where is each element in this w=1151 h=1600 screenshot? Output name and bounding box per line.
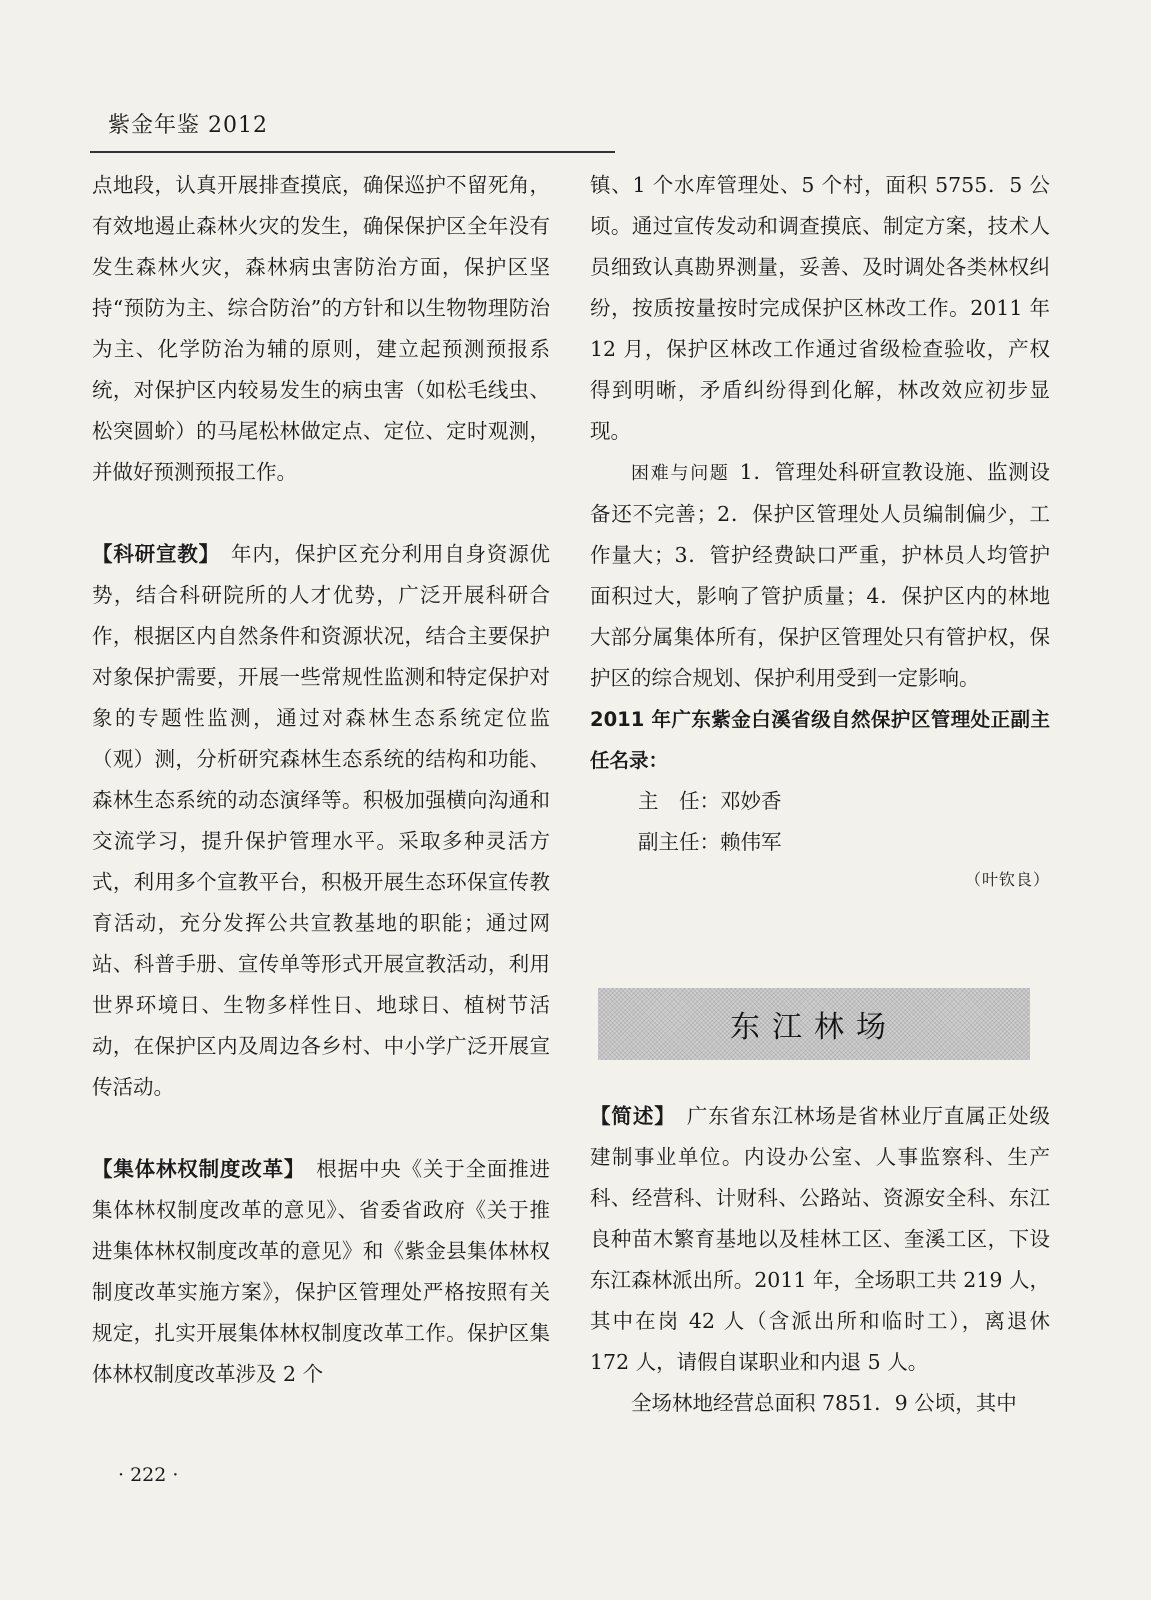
reform-section-text: 根据中央《关于全面推进集体林权制度改革的意见》、省委省政府《关于推进集体林权制度改革的意见》和《紫金县集体林权制度改革实施方案》，保护区管理处严格按照有关规定，扎实开展集体林权制度改革工作。保护区集体林权制度改革涉及 2 个 <box>92 1157 551 1386</box>
summary-section <box>590 1096 1050 1383</box>
summary-section-title: 【简述】 <box>590 1104 666 1128</box>
reform-section <box>92 1149 550 1395</box>
deputy-director-line: 副主任：赖伟军 <box>638 830 782 854</box>
research-section-title: 【科研宣教】 <box>92 542 210 566</box>
section-gap <box>92 493 550 534</box>
section-banner <box>598 988 1030 1060</box>
summary-section-text: 广东省东江林场是省林业厅直属正处级建制事业单位。内设办公室、人事监察科、生产科、经营科、计财科、公路站、资源安全科、东江良种苗木繁育基地以及桂林工区、奎溪工区，下设东江森林派出所。2011 年，全场职工共 219 人，其中在岗 42 人（含派出所和临时工），离退休 172 人，请假自谋职业和内退 5 人。 <box>590 1104 1051 1374</box>
page-number: · 222 · <box>118 1464 179 1486</box>
research-section-text: 年内，保护区充分利用自身资源优势，结合科研院所的人才优势，广泛开展科研合作，根据区内自然条件和资源状况，结合主要保护对象保护需要，开展一些常规性监测和特定保护对象的专题性监测，通过对森林生态系统定位监（观）测，分析研究森林生态系统的结构和功能、森林生态系统的动态演绎等。积极加强横向沟通和交流学习，提升保护管理水平。采取多种灵活方式，利用多个宣教平台，积极开展生态环保宣传教育活动，充分发挥公共宣教基地的职能；通过网站、科普手册、宣传单等形式开展宣教活动，利用世界环境日、生物多样性日、地球日、植树节活动，在保护区内及周边各乡村、中小学广泛开展宣传活动。 <box>92 542 551 1099</box>
forest-reform-continued-paragraph: 镇、1 个水库管理处、5 个村，面积 5755．5 公顷。通过宣传发动和调查摸底、制定方案，技术人员细致认真勘界测量，妥善、及时调处各类林权纠纷，按质按量按时完成保护区林改工作。2011 年 12 月，保护区林改工作通过省级检查验收，产权得到明晰，矛盾纠纷得到化解，林改效应初步显现。 <box>590 173 1050 443</box>
problems-text: 1．管理处科研宣教设施、监测设备还不完善；2．保护区管理处人员编制偏少，工作量大；3．管护经费缺口严重，护林员人均管护面积过大，影响了管护质量；4．保护区内的林地大部分属集体所有，保护区管理处只有管护权，保护区的综合规划、保护利用受到一定影响。 <box>590 460 1050 690</box>
banner-title: 东江林场 <box>730 1010 898 1045</box>
problems-paragraph <box>590 452 1050 699</box>
header-rule <box>90 151 615 153</box>
section-gap <box>92 1108 550 1149</box>
problems-title: 困难与问题 <box>631 463 730 484</box>
right-column-upper <box>590 165 1050 897</box>
author-credit: （叶钦良） <box>964 870 1050 889</box>
roster-title: 2011 年广东紫金白溪省级自然保护区管理处正副主任名录： <box>590 708 1050 772</box>
running-header: 紫金年鉴 2012 <box>108 113 268 138</box>
forest-area-paragraph: 全场林地经营总面积 7851．9 公顷，其中 <box>631 1391 1017 1415</box>
left-column <box>92 165 550 1395</box>
research-section <box>92 534 550 1108</box>
reform-section-title: 【集体林权制度改革】 <box>92 1157 295 1181</box>
fire-prevention-paragraph: 点地段，认真开展排查摸底，确保巡护不留死角，有效地遏止森林火灾的发生，确保保护区全年没有发生森林火灾，森林病虫害防治方面，保护区坚持“预防为主、综合防治”的方针和以生物物理防治为主、化学防治为辅的原则，建立起预测预报系统，对保护区内较易发生的病虫害（如松毛线虫、松突圆蚧）的马尾松林做定点、定位、定时观测，并做好预测预报工作。 <box>92 173 550 484</box>
director-line: 主 任：邓妙香 <box>638 789 782 813</box>
right-column-lower <box>590 1096 1050 1424</box>
